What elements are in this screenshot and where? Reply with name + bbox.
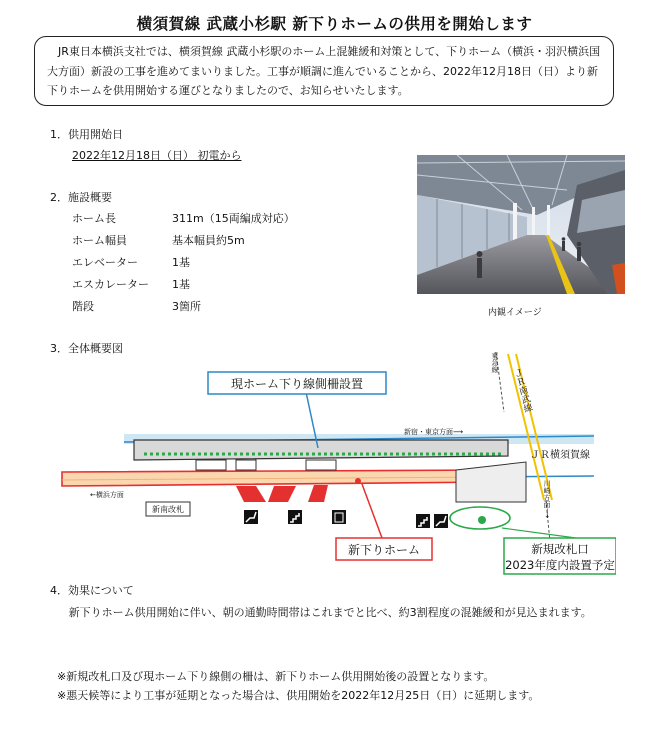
platform-interior-image xyxy=(417,155,625,294)
section4-body: 新下りホーム供用開始に伴い、朝の通勤時間帯はこれまでと比べ、約3割程度の混雑緩和が見込まれます。 xyxy=(68,606,592,619)
spec-label-elevator: エレベーター xyxy=(72,256,138,269)
spec-value-width: 基本幅員約5m xyxy=(172,234,245,247)
section2-heading: 2．施設概要 xyxy=(50,191,112,204)
spec-label-width: ホーム幅員 xyxy=(72,234,127,247)
spec-value-stairs: 3箇所 xyxy=(172,300,201,313)
new-gate-label-1: 新規改札口 xyxy=(531,542,589,556)
spec-value-length: 311m（15両編成対応） xyxy=(172,212,295,225)
section1-heading: 1．供用開始日 xyxy=(50,128,123,141)
jr-yokosuka-label: ＪＲ横須賀線 xyxy=(530,450,590,461)
escalator-icon-2 xyxy=(434,514,448,528)
to-kawasaki-label: 川崎方面⟶ xyxy=(543,480,551,519)
note-1: ※新規改札口及び現ホーム下り線側の柵は、新下りホーム供用開始後の設置となります。 xyxy=(57,670,495,683)
intro-box: JR東日本横浜支社では、横須賀線 武蔵小杉駅のホーム上混雑緩和対策として、下りホーム（横浜・羽沢横浜国大方面）新設の工事を進めてまいりました。工事が順調に進んでいることから、2022年12月18日（日）より新下りホームを供用開始する運びとなりましたので、お知らせいたします。 xyxy=(34,36,614,106)
stairs-icon xyxy=(288,510,302,524)
tokyu-label: 東急線 xyxy=(491,352,499,373)
fence-label: 現ホーム下り線側柵設置 xyxy=(230,377,363,391)
section3-heading: 3．全体概要図 xyxy=(50,342,123,355)
stairs-icon-2 xyxy=(416,514,430,528)
to-tokyo-label: 新宿・東京方面⟶ xyxy=(404,428,464,436)
spec-label-stairs: 階段 xyxy=(72,300,94,313)
south-gate-label: 新南改札 xyxy=(152,505,184,514)
new-gate-label-2: 2023年度内設置予定 xyxy=(505,558,615,572)
spec-value-elevator: 1基 xyxy=(172,256,190,269)
note-2: ※悪天候等により工事が延期となった場合は、供用開始を2022年12月25日（日）に延期します。 xyxy=(57,689,540,702)
spec-value-escalator: 1基 xyxy=(172,278,190,291)
jr-nambu-label: ＪＲ南武線 xyxy=(511,367,533,414)
spec-label-escalator: エスカレーター xyxy=(72,278,149,291)
page-title: 横須賀線 武蔵小杉駅 新下りホームの供用を開始します xyxy=(136,15,533,33)
existing-platform xyxy=(134,440,508,460)
to-yokohama-label: ←横浜方面 xyxy=(90,491,124,499)
elevator-icon xyxy=(332,510,346,524)
new-platform-label: 新下りホーム xyxy=(347,543,420,557)
escalator-icon xyxy=(244,510,258,524)
spec-label-length: ホーム長 xyxy=(72,212,116,225)
start-date: 2022年12月18日（日） 初電から xyxy=(72,149,242,162)
section4-heading: 4．効果について xyxy=(50,584,134,597)
photo-caption: 内観イメージ xyxy=(488,308,542,318)
